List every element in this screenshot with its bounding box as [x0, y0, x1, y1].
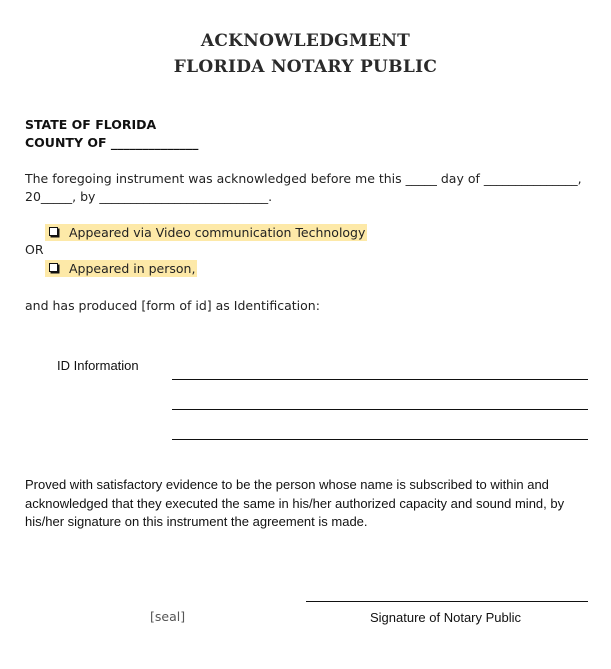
signature-line[interactable] — [306, 601, 588, 602]
seal-placeholder: [seal] — [150, 609, 186, 624]
proof-line: his/her signature on this instrument the agreement is made. — [25, 514, 368, 529]
state-heading: STATE OF FLORIDA — [25, 117, 157, 132]
signature-label: Signature of Notary Public — [370, 610, 522, 625]
proof-line: Proved with satisfactory evidence to be the person whose name is subscribed to within and — [25, 477, 549, 492]
option-in-person-appearance[interactable] — [45, 260, 197, 277]
id-information-line[interactable] — [172, 379, 588, 380]
checkbox-icon[interactable] — [49, 263, 58, 272]
county-field[interactable]: COUNTY OF ______________ — [25, 135, 199, 150]
option-person-label: Appeared in person, — [69, 261, 196, 276]
identification-statement: and has produced [form of id] as Identification: — [25, 298, 320, 313]
or-separator: OR — [25, 242, 44, 257]
document-subtitle: FLORIDA NOTARY PUBLIC — [173, 57, 438, 77]
id-information-line[interactable] — [172, 409, 588, 410]
proof-line: acknowledged that they executed the same in his/her authorized capacity and sound mind, by — [25, 495, 565, 511]
document-title: ACKNOWLEDGMENT — [200, 31, 411, 51]
id-information-label: ID Information — [57, 358, 139, 373]
checkbox-icon[interactable] — [49, 227, 58, 236]
option-video-label: Appeared via Video communication Technology — [69, 225, 366, 240]
option-video-appearance[interactable] — [45, 224, 367, 241]
acknowledgment-signer-line[interactable]: 20_____, by ___________________________. — [25, 189, 273, 204]
id-information-line[interactable] — [172, 439, 588, 440]
proof-paragraph — [25, 476, 590, 532]
acknowledgment-date-line[interactable]: The foregoing instrument was acknowledged before me this _____ day of _______________, — [25, 171, 582, 186]
